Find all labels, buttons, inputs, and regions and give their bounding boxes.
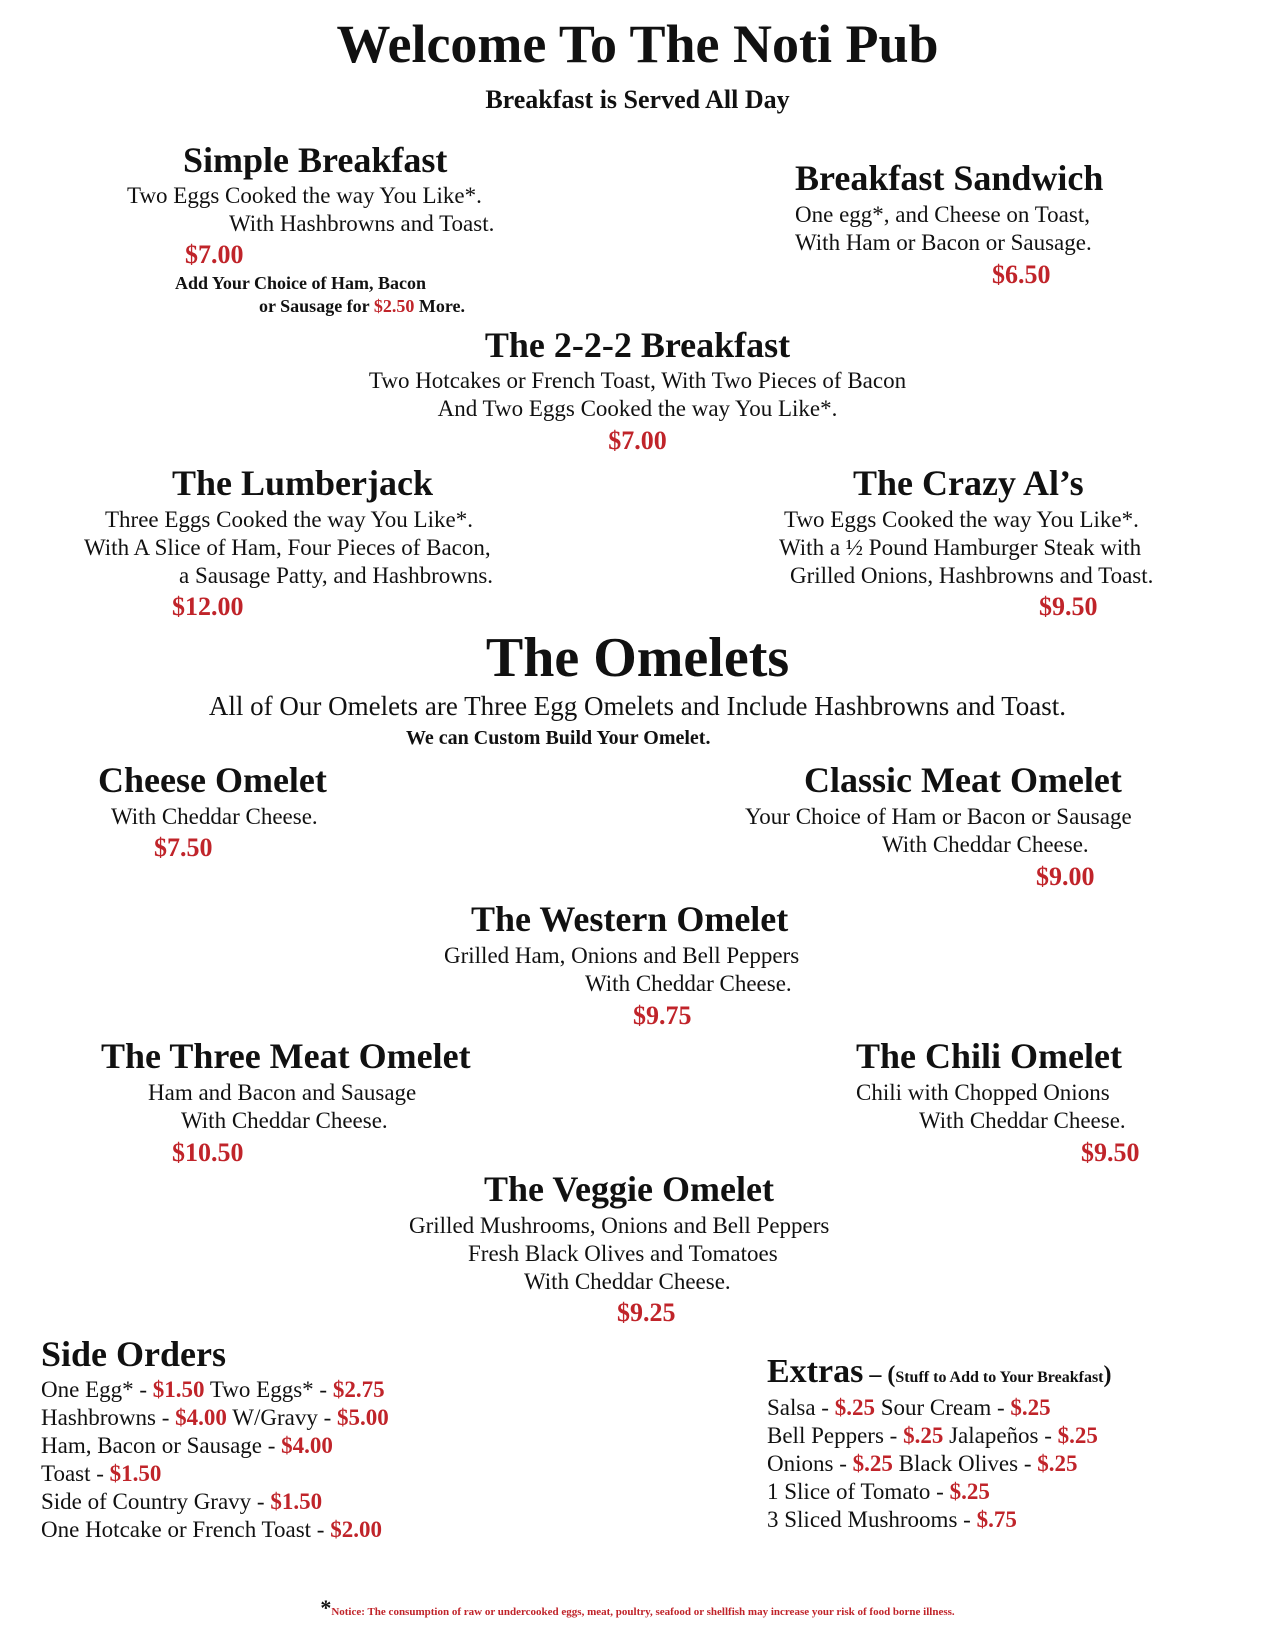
veggie-omelet-line3: With Cheddar Cheese. xyxy=(524,1269,731,1294)
simple-breakfast-addon-line1: Add Your Choice of Ham, Bacon xyxy=(175,273,427,293)
side-item-label: Two Eggs* - xyxy=(204,1377,333,1402)
omelets-custom-note: We can Custom Build Your Omelet. xyxy=(406,727,711,749)
chili-omelet-line1: Chili with Chopped Onions xyxy=(856,1080,1110,1105)
lumberjack-name: The Lumberjack xyxy=(172,463,433,503)
extra-item-label: Black Olives - xyxy=(892,1451,1038,1476)
cheese-omelet-price: $7.50 xyxy=(154,833,213,862)
three-meat-omelet-name: The Three Meat Omelet xyxy=(101,1036,471,1076)
simple-breakfast-line1: Two Eggs Cooked the way You Like*. xyxy=(127,183,482,208)
classic-meat-omelet-line1: Your Choice of Ham or Bacon or Sausage xyxy=(745,804,1132,829)
extra-item-label: 1 Slice of Tomato - xyxy=(767,1479,950,1504)
side-orders-heading: Side Orders xyxy=(41,1334,226,1374)
addon-prefix: or Sausage for xyxy=(259,296,374,316)
lumberjack-line3: a Sausage Patty, and Hashbrowns. xyxy=(179,563,494,588)
breakfast-sandwich-line1: One egg*, and Cheese on Toast, xyxy=(795,202,1090,227)
extras-heading xyxy=(767,1352,1112,1392)
chili-omelet-price: $9.50 xyxy=(1081,1138,1140,1167)
lumberjack-line2: With A Slice of Ham, Four Pieces of Bacon, xyxy=(84,535,491,560)
side-item-price: $2.00 xyxy=(330,1517,382,1542)
two-two-two-name: The 2-2-2 Breakfast xyxy=(484,325,791,365)
crazy-als-line1: Two Eggs Cooked the way You Like*. xyxy=(784,507,1139,532)
crazy-als-line2: With a ½ Pound Hamburger Steak with xyxy=(779,535,1142,560)
extra-item-label: Onions - xyxy=(767,1451,853,1476)
simple-breakfast-name: Simple Breakfast xyxy=(183,140,448,180)
veggie-omelet-name: The Veggie Omelet xyxy=(484,1169,774,1209)
extras-note: Stuff to Add to Your Breakfast xyxy=(895,1369,1104,1386)
addon-price: $2.50 xyxy=(373,296,415,316)
extra-item-price: $.25 xyxy=(1057,1423,1098,1448)
breakfast-sandwich-price: $6.50 xyxy=(992,260,1051,289)
side-item-price: $1.50 xyxy=(109,1461,162,1486)
extra-item-price: $.25 xyxy=(1037,1451,1078,1476)
cheese-omelet-line1: With Cheddar Cheese. xyxy=(111,804,318,829)
side-item-price: $4.00 xyxy=(175,1405,227,1430)
side-item-label: One Egg* - xyxy=(41,1377,153,1402)
extra-item-label: Sour Cream - xyxy=(874,1395,1011,1420)
extras-row xyxy=(767,1421,1098,1450)
extra-item-price: $.25 xyxy=(903,1423,944,1448)
breakfast-sandwich-name: Breakfast Sandwich xyxy=(795,158,1104,198)
side-orders-row xyxy=(41,1375,385,1404)
crazy-als-name: The Crazy Al’s xyxy=(853,463,1084,503)
lumberjack-price: $12.00 xyxy=(172,592,244,621)
lumberjack-line1: Three Eggs Cooked the way You Like*. xyxy=(105,507,473,532)
omelets-heading: The Omelets xyxy=(485,627,790,689)
extras-row xyxy=(767,1449,1077,1478)
side-item-price: $2.75 xyxy=(332,1377,385,1402)
side-item-label: Ham, Bacon or Sausage - xyxy=(41,1433,282,1458)
simple-breakfast-line2: With Hashbrowns and Toast. xyxy=(229,211,495,236)
side-orders-row xyxy=(41,1431,333,1460)
side-orders-row xyxy=(41,1459,161,1488)
extra-item-price: $.25 xyxy=(1010,1395,1051,1420)
simple-breakfast-price: $7.00 xyxy=(185,240,244,269)
extra-item-label: Bell Peppers - xyxy=(767,1423,904,1448)
extras-row xyxy=(767,1505,1017,1534)
extra-item-price: $.25 xyxy=(949,1479,990,1504)
two-two-two-price: $7.00 xyxy=(608,426,667,455)
side-orders-row xyxy=(41,1515,382,1544)
extras-title: Extras xyxy=(767,1353,864,1390)
western-omelet-price: $9.75 xyxy=(633,1001,692,1030)
crazy-als-price: $9.50 xyxy=(1039,592,1098,621)
side-item-price: $4.00 xyxy=(281,1433,333,1458)
classic-meat-omelet-price: $9.00 xyxy=(1036,862,1095,891)
three-meat-omelet-line1: Ham and Bacon and Sausage xyxy=(148,1080,417,1105)
three-meat-omelet-line2: With Cheddar Cheese. xyxy=(181,1108,388,1133)
chili-omelet-name: The Chili Omelet xyxy=(856,1036,1122,1076)
extras-dash: – ( xyxy=(863,1362,896,1388)
extras-close: ) xyxy=(1103,1362,1112,1388)
veggie-omelet-price: $9.25 xyxy=(617,1298,676,1327)
menu-subtitle: Breakfast is Served All Day xyxy=(485,85,790,114)
menu-title: Welcome To The Noti Pub xyxy=(336,14,939,74)
extra-item-price: $.25 xyxy=(834,1395,875,1420)
addon-suffix: More. xyxy=(414,296,465,316)
veggie-omelet-line2: Fresh Black Olives and Tomatoes xyxy=(468,1241,778,1266)
crazy-als-line3: Grilled Onions, Hashbrowns and Toast. xyxy=(790,563,1154,588)
side-item-label: One Hotcake or French Toast - xyxy=(41,1517,331,1542)
western-omelet-name: The Western Omelet xyxy=(471,899,789,939)
extras-row xyxy=(767,1477,990,1506)
breakfast-sandwich-line2: With Ham or Bacon or Sausage. xyxy=(795,230,1092,255)
classic-meat-omelet-line2: With Cheddar Cheese. xyxy=(882,832,1089,857)
food-safety-notice xyxy=(0,1595,1275,1621)
side-item-label: Hashbrowns - xyxy=(41,1405,176,1430)
two-two-two-line2: And Two Eggs Cooked the way You Like*. xyxy=(437,396,838,421)
side-item-label: Side of Country Gravy - xyxy=(41,1489,271,1514)
extra-item-price: $.25 xyxy=(852,1451,893,1476)
extras-row xyxy=(767,1393,1051,1422)
side-item-label: W/Gravy - xyxy=(226,1405,337,1430)
side-orders-row xyxy=(41,1487,322,1516)
notice-text: Notice: The consumption of raw or undercooked eggs, meat, poultry, seafood or shellfish may increase your risk of food borne illness. xyxy=(331,1606,955,1618)
western-omelet-line1: Grilled Ham, Onions and Bell Peppers xyxy=(444,943,800,968)
notice-asterisk: * xyxy=(320,1595,332,1620)
extra-item-label: Salsa - xyxy=(767,1395,835,1420)
classic-meat-omelet-name: Classic Meat Omelet xyxy=(804,760,1122,800)
extra-item-price: $.75 xyxy=(976,1507,1017,1532)
omelets-intro: All of Our Omelets are Three Egg Omelets and Include Hashbrowns and Toast. xyxy=(208,691,1067,721)
side-item-price: $1.50 xyxy=(152,1377,205,1402)
two-two-two-line1: Two Hotcakes or French Toast, With Two Pieces of Bacon xyxy=(368,368,907,393)
three-meat-omelet-price: $10.50 xyxy=(172,1138,244,1167)
simple-breakfast-addon-line2 xyxy=(259,294,465,318)
side-item-price: $1.50 xyxy=(270,1489,323,1514)
side-orders-row xyxy=(41,1403,389,1432)
side-item-label: Toast - xyxy=(41,1461,110,1486)
chili-omelet-line2: With Cheddar Cheese. xyxy=(919,1108,1126,1133)
veggie-omelet-line1: Grilled Mushrooms, Onions and Bell Peppers xyxy=(409,1213,830,1238)
extra-item-label: 3 Sliced Mushrooms - xyxy=(767,1507,977,1532)
side-item-price: $5.00 xyxy=(336,1405,389,1430)
western-omelet-line2: With Cheddar Cheese. xyxy=(585,971,792,996)
extra-item-label: Jalapeños - xyxy=(943,1423,1058,1448)
cheese-omelet-name: Cheese Omelet xyxy=(98,760,327,800)
